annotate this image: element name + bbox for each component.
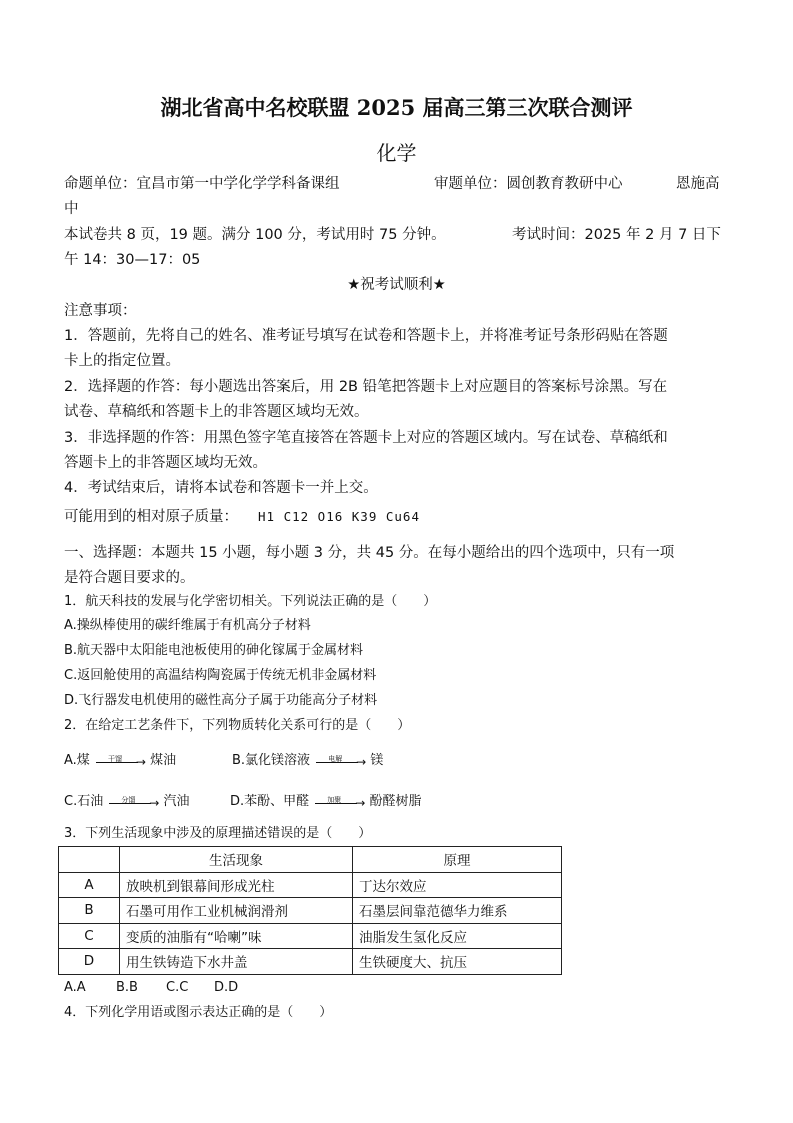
q2-stem: 2．在给定工艺条件下，下列物质转化关系可行的是（ ） xyxy=(64,718,411,733)
note-2-line2: 试卷、草稿纸和答题卡上的非答题区域均无效。 xyxy=(64,404,369,420)
setter-info: 命题单位：宜昌市第一中学化学学科备课组 xyxy=(64,176,340,192)
exam-title: 湖北省高中名校联盟 2025 届高三第三次联合测评 xyxy=(160,95,633,120)
pages-info: 本试卷共 8 页，19 题。满分 100 分，考试用时 75 分钟。 xyxy=(64,227,446,243)
table-row xyxy=(59,898,562,924)
q2-option-c xyxy=(64,792,190,812)
q2-a-product: 煤油 xyxy=(150,753,177,768)
table-header-cell: 原理 xyxy=(353,847,562,873)
time-info-part2: 午 14：30—17：05 xyxy=(64,252,201,268)
section-1-line1: 一、选择题：本题共 15 小题，每小题 3 分，共 45 分。在每小题给出的四个选项中，只有一项 xyxy=(64,545,675,561)
table-header-cell: 生活现象 xyxy=(120,847,353,873)
q3-option-b: B.B xyxy=(116,980,138,995)
atomic-mass-values: H1 C12 O16 K39 Cu64 xyxy=(258,509,420,524)
note-2-line1: 2．选择题的作答：每小题选出答案后，用 2B 铅笔把答题卡上对应题目的答案标号涂黑。写在 xyxy=(64,379,668,395)
notes-heading: 注意事项： xyxy=(64,303,137,319)
q3-option-c: C.C xyxy=(166,980,189,995)
q1-option-a: A.操纵棒使用的碳纤维属于有机高分子材料 xyxy=(64,618,311,633)
table-cell: 油脂发生氢化反应 xyxy=(353,923,562,949)
q1-option-d: D.飞行器发电机使用的磁性高分子属于功能高分子材料 xyxy=(64,693,378,708)
note-3-line2: 答题卡上的非答题区域均无效。 xyxy=(64,455,267,471)
exam-subject: 化学 xyxy=(376,141,417,165)
q2-a-reactant: A.煤 xyxy=(64,753,90,768)
note-1-line2: 卡上的指定位置。 xyxy=(64,353,180,369)
table-row xyxy=(59,949,562,975)
table-cell: D xyxy=(59,949,120,975)
q3-stem: 3．下列生活现象中涉及的原理描述错误的是（ ） xyxy=(64,826,372,841)
reaction-arrow-icon: 加聚 → xyxy=(313,794,365,810)
table-cell: 石墨层间靠范德华力维系 xyxy=(353,898,562,924)
school-info-part2: 中 xyxy=(64,201,79,217)
table-row xyxy=(59,872,562,898)
q2-b-condition: 电解 xyxy=(328,754,343,763)
q2-d-condition: 加聚 xyxy=(327,795,342,804)
reaction-arrow-icon: 分馏 → xyxy=(107,794,159,810)
q3-table xyxy=(58,846,562,975)
q2-b-reactant: B.氯化镁溶液 xyxy=(232,753,311,768)
reviewer-info: 审题单位：圆创教育教研中心 xyxy=(434,176,623,192)
reaction-arrow-icon: 干馏 → xyxy=(94,753,146,769)
q2-d-product: 酚醛树脂 xyxy=(369,794,422,809)
table-row xyxy=(59,923,562,949)
q2-c-condition: 分馏 xyxy=(121,795,136,804)
table-cell: 生铁硬度大、抗压 xyxy=(353,949,562,975)
table-cell: 石墨可用作工业机械润滑剂 xyxy=(120,898,353,924)
table-cell: 用生铁铸造下水井盖 xyxy=(120,949,353,975)
q2-c-reactant: C.石油 xyxy=(64,794,104,809)
school-info-part1: 恩施高 xyxy=(676,176,720,192)
section-1-line2: 是符合题目要求的。 xyxy=(64,570,195,586)
q1-option-b: B.航天器中太阳能电池板使用的砷化镓属于金属材料 xyxy=(64,643,364,658)
table-cell: 丁达尔效应 xyxy=(353,872,562,898)
q2-option-a xyxy=(64,751,176,771)
time-info-part1: 考试时间：2025 年 2 月 7 日下 xyxy=(512,227,721,243)
q1-option-c: C.返回舱使用的高温结构陶瓷属于传统无机非金属材料 xyxy=(64,668,377,683)
note-4: 4．考试结束后，请将本试卷和答题卡一并上交。 xyxy=(64,480,378,496)
table-cell: 放映机到银幕间形成光柱 xyxy=(120,872,353,898)
q1-stem: 1．航天科技的发展与化学密切相关。下列说法正确的是（ ） xyxy=(64,594,437,609)
q3-option-a: A.A xyxy=(64,980,86,995)
q2-option-d xyxy=(230,792,421,812)
table-cell: C xyxy=(59,923,120,949)
table-cell: A xyxy=(59,872,120,898)
atomic-mass-label: 可能用到的相对原子质量： xyxy=(64,509,238,525)
table-cell: 变质的油脂有“哈喇”味 xyxy=(120,923,353,949)
note-1-line1: 1．答题前，先将自己的姓名、准考证号填写在试卷和答题卡上，并将准考证号条形码贴在答题 xyxy=(64,328,668,344)
table-header-row xyxy=(59,847,562,873)
table-header-cell xyxy=(59,847,120,873)
reaction-arrow-icon: 电解 → xyxy=(314,753,366,769)
good-luck-banner: ★祝考试顺利★ xyxy=(347,277,446,293)
q2-d-reactant: D.苯酚、甲醛 xyxy=(230,794,310,809)
note-3-line1: 3．非选择题的作答：用黑色签字笔直接答在答题卡上对应的答题区域内。写在试卷、草稿纸和 xyxy=(64,430,668,446)
table-cell: B xyxy=(59,898,120,924)
q4-stem: 4．下列化学用语或图示表达正确的是（ ） xyxy=(64,1005,333,1020)
q2-c-product: 汽油 xyxy=(163,794,190,809)
q2-a-condition: 干馏 xyxy=(107,754,122,763)
q2-b-product: 镁 xyxy=(370,753,384,768)
q2-option-b xyxy=(232,751,383,771)
q3-option-d: D.D xyxy=(214,980,239,995)
